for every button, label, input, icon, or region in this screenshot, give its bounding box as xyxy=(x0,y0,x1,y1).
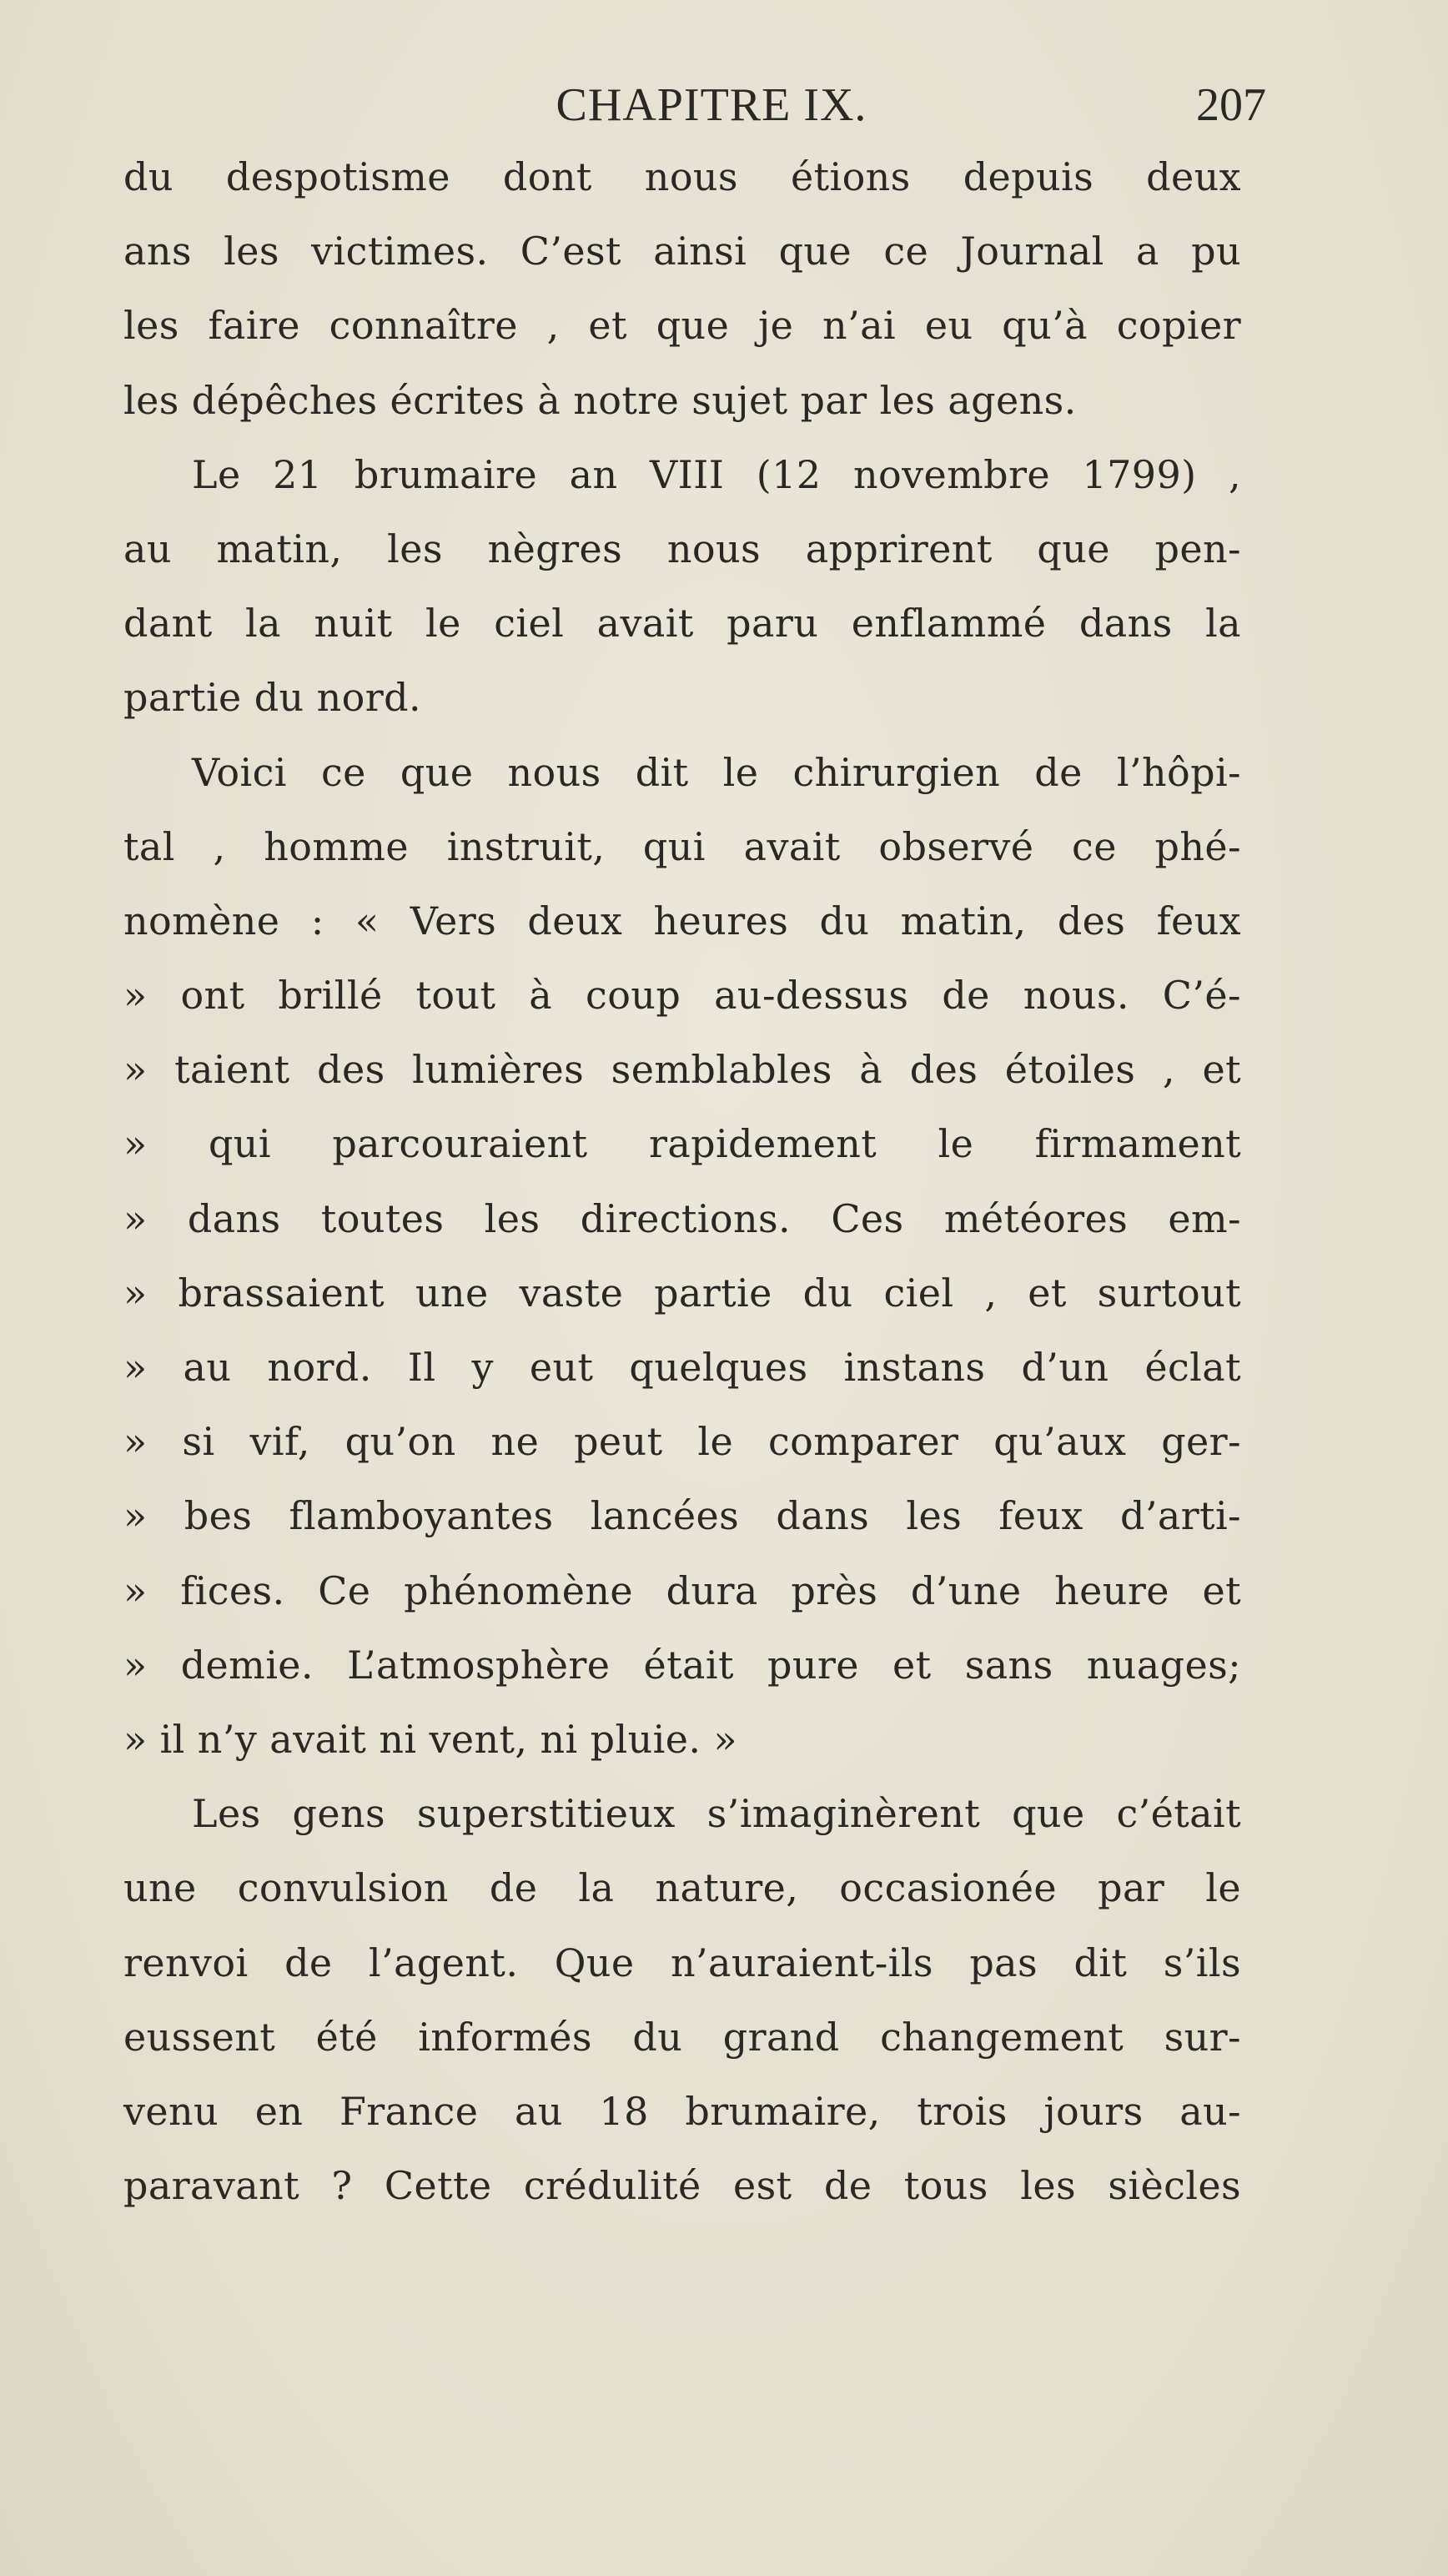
text-line: les faire connaître , et que je n’ai eu qu’à copier xyxy=(123,303,1241,349)
quote-line: » il n’y avait ni vent, ni pluie. » xyxy=(123,1716,737,1762)
text-line: les dépêches écrites à notre sujet par les agens. xyxy=(123,377,1077,423)
text-line: eussent été informés du grand changement sur- xyxy=(123,2014,1241,2060)
quote-line: » si vif, qu’on ne peut le comparer qu’aux ger- xyxy=(123,1419,1241,1465)
text-line: partie du nord. xyxy=(123,675,421,721)
text-line: ans les victimes. C’est ainsi que ce Journal a pu xyxy=(123,229,1241,274)
quote-line: » dans toutes les directions. Ces météores em- xyxy=(123,1195,1241,1241)
quote-line: » fices. Ce phénomène dura près d’une heure et xyxy=(123,1567,1241,1613)
paragraph-start-line: Le 21 brumaire an VIII (12 novembre 1799) , xyxy=(192,451,1241,497)
text-line: une convulsion de la nature, occasionée par le xyxy=(123,1865,1241,1911)
quote-line: » taient des lumières semblables à des étoiles , et xyxy=(123,1047,1241,1093)
page-number: 207 xyxy=(1196,79,1266,131)
text-line: du despotisme dont nous étions depuis deux xyxy=(123,154,1241,199)
text-line: tal , homme instruit, qui avait observé ce phé- xyxy=(123,823,1241,869)
quote-line: » ont brillé tout à coup au-dessus de nous. C’é- xyxy=(123,973,1241,1019)
paragraph-start-line: Voici ce que nous dit le chirurgien de l’hôpi- xyxy=(192,749,1241,795)
page-header xyxy=(123,77,1266,133)
quote-line: » demie. L’atmosphère était pure et sans nuages; xyxy=(123,1642,1241,1688)
text-line: paravant ? Cette crédulité est de tous les siècles xyxy=(123,2163,1241,2209)
quote-line: » au nord. Il y eut quelques instans d’un éclat xyxy=(123,1345,1241,1390)
text-line: renvoi de l’agent. Que n’auraient-ils pas dit s’ils xyxy=(123,1940,1241,1985)
body-text xyxy=(123,140,1241,2223)
text-line: dant la nuit le ciel avait paru enflammé dans la xyxy=(123,601,1241,647)
text-line: au matin, les nègres nous apprirent que pen- xyxy=(123,526,1241,571)
paragraph-start-line: Les gens superstitieux s’imaginèrent que c’était xyxy=(192,1791,1241,1837)
text-line: nomène : « Vers deux heures du matin, des feux xyxy=(123,898,1241,943)
quote-line: » brassaient une vaste partie du ciel , et surtout xyxy=(123,1270,1241,1316)
quote-line: » qui parcouraient rapidement le firmament xyxy=(123,1121,1241,1167)
text-line: venu en France au 18 brumaire, trois jours au- xyxy=(123,2088,1241,2134)
quote-line: » bes flamboyantes lancées dans les feux d’arti- xyxy=(123,1493,1241,1539)
running-title: CHAPITRE IX. xyxy=(556,79,867,131)
